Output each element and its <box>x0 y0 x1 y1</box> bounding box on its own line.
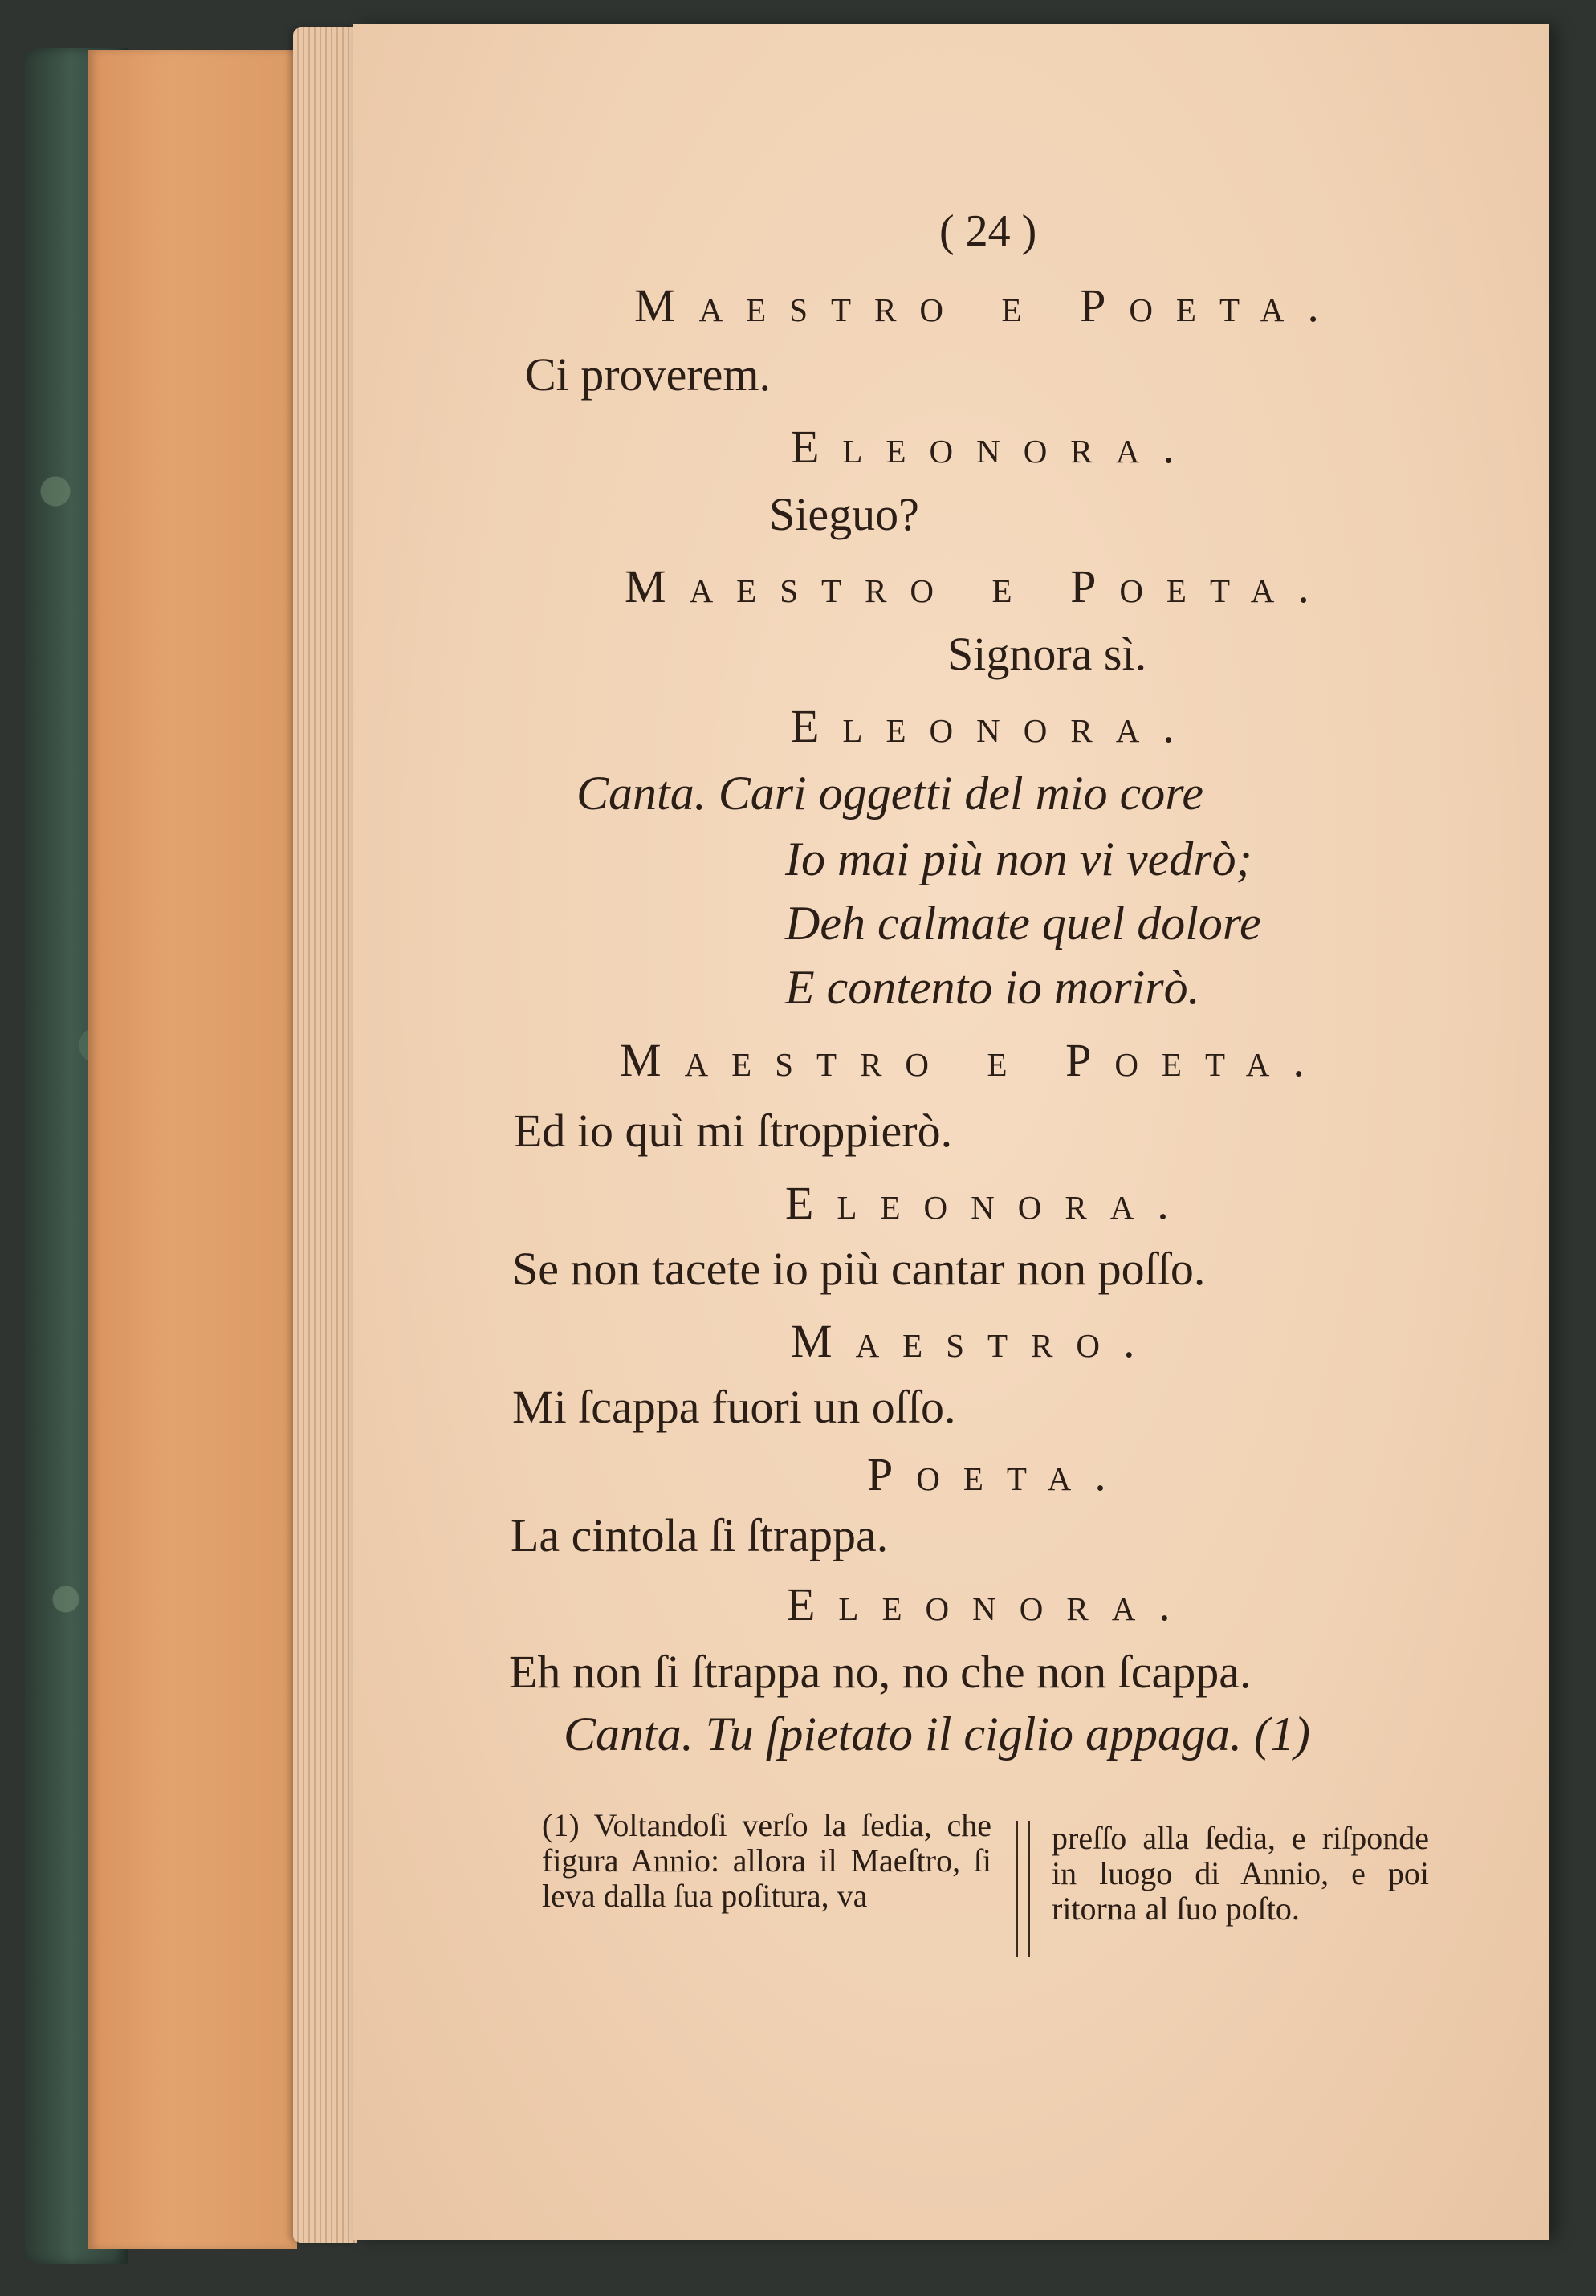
speaker-heading: Poeta. <box>867 1448 1130 1500</box>
speaker-heading: Maestro e Poeta. <box>625 560 1333 613</box>
dialogue-line: Eh non ſi ſtrappa no, no che non ſcappa. <box>509 1646 1252 1698</box>
speaker-heading: Eleonora. <box>791 700 1198 752</box>
book-board <box>88 50 297 2249</box>
page-number: ( 24 ) <box>939 206 1037 256</box>
verse-line: Canta. Cari oggetti del mio core <box>576 767 1204 820</box>
dialogue-line: Ed io quì mi ſtroppierò. <box>514 1105 953 1157</box>
verse-line: E contento io morirò. <box>785 961 1200 1014</box>
dialogue-line: La cintola ſi ſtrappa. <box>511 1509 889 1561</box>
dialogue-line: Se non tacete io più cantar non poſſo. <box>512 1243 1206 1295</box>
footnote-left-column: (1) Voltandoſi verſo la ſedia, che figura Annio: allora il Maeſtro, ſi leva dalla ſua poſitura, va <box>542 1807 991 1914</box>
page-edges <box>293 27 357 2243</box>
dialogue-line: Sieguo? <box>769 488 919 540</box>
verse-line: Deh calmate quel dolore <box>785 897 1261 950</box>
speaker-heading: Eleonora. <box>791 421 1198 473</box>
dialogue-line: Mi ſcappa fuori un oſſo. <box>512 1381 956 1433</box>
speaker-heading: Maestro. <box>791 1315 1158 1367</box>
speaker-heading: Eleonora. <box>787 1578 1194 1630</box>
speaker-heading: Eleonora. <box>785 1177 1192 1229</box>
verse-line: Canta. Tu ſpietato il ciglio appaga. (1) <box>564 1708 1310 1761</box>
speaker-heading: Maestro e Poeta. <box>634 279 1342 332</box>
speaker-heading: Maestro e Poeta. <box>620 1034 1328 1086</box>
footnote-divider <box>1016 1821 1030 1957</box>
dialogue-line: Signora sì. <box>947 628 1147 680</box>
verse-line: Io mai più non vi vedrò; <box>785 833 1252 885</box>
dialogue-line: Ci proverem. <box>525 348 772 401</box>
book-page <box>353 24 1549 2240</box>
footnote-right-column: preſſo alla ſedia, e riſponde in luogo di Annio, e poi ritorna al ſuo poſto. <box>1052 1820 1429 1927</box>
